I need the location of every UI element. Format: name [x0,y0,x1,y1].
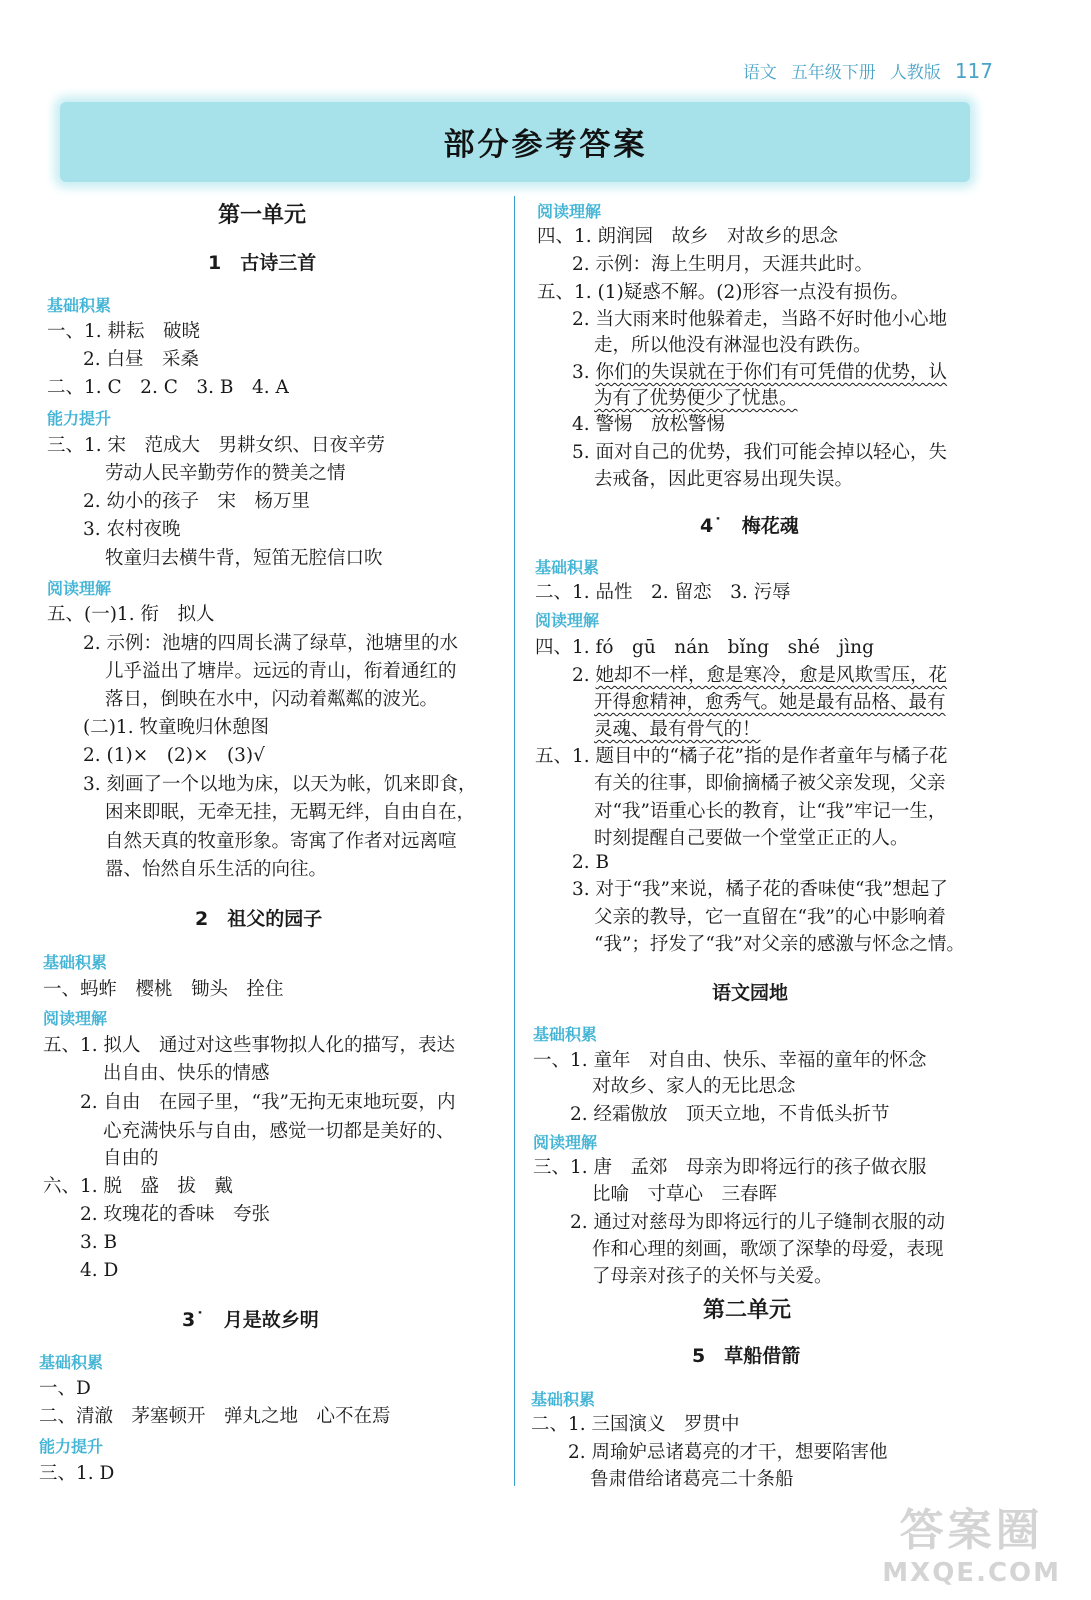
watermark [882,1494,1061,1588]
section-tag: 基础积累 [535,558,600,577]
answer-line: 六、1. 脱 盛 拔 戴 [43,1176,234,1197]
answer-line: 2. 幼小的孩子 宋 杨万里 [83,491,311,512]
answer-line: 儿乎溢出了塘岸。远远的青山，衔着通红的 [105,661,457,682]
answer-line: 三、1. 宋 范成大 男耕女织、日夜辛劳 [47,435,386,456]
answer-line: 落日，倒映在水中，闪动着粼粼的波光。 [105,689,439,710]
answer-line: 父亲的教导，它一直留在“我”的心中影响着 [594,907,946,928]
answer-line: 有关的往事，即偷摘橘子被父亲发现，父亲 [594,773,946,794]
answer-line: 五、1. (1)疑惑不解。(2)形容一点没有损伤。 [537,282,909,303]
answer-line: 2. 通过对慈母为即将远行的儿子缝制衣服的动 [570,1212,946,1233]
header-subject: 语文 [742,63,777,83]
answer-line: 2. 玫瑰花的香味 夸张 [80,1204,271,1225]
page-header [743,58,993,83]
section-tag: 基础积累 [533,1025,598,1044]
section-heading: 语文园地 [712,982,789,1004]
answer-line: 3. 刻画了一个以地为床，以天为帐，饥来即食， [83,774,477,795]
answer-line: 2. (1)× (2)× (3)√ [83,745,265,766]
underlined-answer: 为有了优势便少了忧患。 [594,388,798,409]
lesson-heading: 3˙ 月是故乡明 [182,1309,319,1331]
item-number: 2. [572,665,596,686]
answer-line [572,664,947,688]
answer-line: 五、1. 拟人 通过对这些事物拟人化的描写，表达 [43,1035,456,1056]
answer-line: 2. 示例：池塘的四周长满了绿草，池塘里的水 [83,633,459,654]
answer-line: 二、1. 品性 2. 留恋 3. 污辱 [535,582,791,603]
section-tag: 基础积累 [43,953,108,972]
answer-line: (二)1. 牧童晚归休憩图 [83,717,269,738]
underlined-answer: 开得愈精神，愈秀气。她是最有品格、最有 [594,692,946,713]
answer-line: 三、1. 唐 孟郊 母亲为即将远行的孩子做衣服 [533,1157,927,1178]
answer-line: 3. B [80,1232,118,1253]
section-tag: 能力提升 [47,409,112,428]
answer-line: 2. 经霜傲放 顶天立地，不肯低头折节 [570,1104,890,1125]
answer-line: 5. 面对自己的优势，我们可能会掉以轻心，失 [572,442,948,463]
watermark-logo-text: 答案圈 [899,1505,1044,1556]
section-tag: 基础积累 [531,1390,596,1409]
answer-line: 出自由、快乐的情感 [103,1063,270,1084]
answer-line: 了母亲对孩子的关怀与关爱。 [592,1266,833,1287]
answer-line: 二、1. 三国演义 罗贯中 [531,1414,740,1435]
answer-line: 二、1. C 2. C 3. B 4. A [47,377,289,398]
answer-line: 走，所以他没有淋湿也没有跌伤。 [594,335,872,356]
answer-line: 2. 示例：海上生明月，天涯共此时。 [572,254,874,275]
lesson-heading: 5 草船借箭 [692,1345,801,1367]
underlined-answer: 她却不一样，愈是寒冷，愈是风欺雪压，花 [595,665,948,686]
unit-heading: 第一单元 [218,203,307,228]
answer-line: 一、蚂蚱 樱桃 锄头 拴住 [43,979,284,1000]
section-tag: 基础积累 [39,1353,104,1372]
section-tag: 基础积累 [47,296,112,315]
answer-line: 2. 当大雨来时他躲着走，当路不好时他小心地 [572,309,948,330]
underlined-answer: 你们的失误就在于你们有可凭借的优势，认 [595,362,948,383]
answer-line: 牧童归去横牛背，短笛无腔信口吹 [105,548,383,569]
answer-line: 对“我”语重心长的教育，让“我”牢记一生， [594,801,947,822]
answer-line [572,361,947,385]
underlined-answer: 灵魂、最有骨气的！ [594,719,761,740]
answer-line: 心充满快乐与自由，感觉一切都是美好的、 [103,1121,455,1142]
answer-line: 3. 农村夜晚 [83,519,181,540]
unit-heading: 第二单元 [703,1298,792,1323]
page-number: 117 [954,59,993,83]
lesson-heading: 1 古诗三首 [208,252,317,274]
lesson-heading: 2 祖父的园子 [195,908,323,930]
section-tag: 阅读理解 [47,579,112,598]
section-tag: 阅读理解 [537,202,602,221]
answer-line: 比喻 寸草心 三春晖 [592,1184,778,1205]
answer-line: 2. 白昼 采桑 [83,349,200,370]
lesson-heading: 4˙ 梅花魂 [700,515,799,537]
answer-line: 五、1. 题目中的“橘子花”指的是作者童年与橘子花 [535,746,948,767]
section-tag: 阅读理解 [43,1009,108,1028]
answer-line: 一、1. 耕耘 破晓 [47,321,201,342]
section-tag: 阅读理解 [535,611,600,630]
answer-line: 一、D [39,1378,91,1399]
answer-line: 2. 周瑜妒忌诸葛亮的才干，想要陷害他 [568,1442,888,1463]
answer-line: 困来即眠，无牵无挂，无羁无绊，自由自在， [105,802,476,823]
answer-line: 一、1. 童年 对自由、快乐、幸福的童年的怀念 [533,1050,927,1071]
answer-line [594,387,798,411]
answer-line: 自由的 [103,1148,159,1169]
answer-line: 去戒备，因此更容易出现失误。 [594,469,854,490]
answer-line: 二、清澈 茅塞顿开 弹丸之地 心不在焉 [39,1406,391,1427]
answer-line: 自然天真的牧童形象。寄寓了作者对远离喧 [105,831,457,852]
answer-line: 劳动人民辛勤劳作的赞美之情 [105,463,346,484]
section-tag: 能力提升 [39,1437,104,1456]
answer-line: 2. B [572,852,610,873]
answer-line: 4. D [80,1260,119,1281]
header-grade: 五年级下册 [790,63,876,83]
answer-line: 四、1. 朗润园 故乡 对故乡的思念 [537,226,839,247]
header-edition: 人教版 [889,63,941,83]
section-tag: 阅读理解 [533,1133,598,1152]
watermark-url: MXQE.COM [882,1558,1061,1588]
answer-line: 3. 对于“我”来说，橘子花的香味使“我”想起了 [572,879,948,900]
item-number: 3. [572,362,596,383]
answer-line: 四、1. fó gū nán bǐng shé jìng [535,637,874,658]
answer-line: 鲁肃借给诸葛亮二十条船 [590,1469,794,1490]
answer-line: 嚣、怡然自乐生活的向往。 [105,859,328,880]
answer-line: 4. 警惕 放松警惕 [572,414,726,435]
answer-line: 五、(一)1. 衔 拟人 [47,604,215,625]
answer-line: 对故乡、家人的无比思念 [592,1076,796,1097]
column-divider [514,196,515,1486]
answer-line: 作和心理的刻画，歌颂了深挚的母爱，表现 [592,1239,944,1260]
answer-line: 三、1. D [39,1463,115,1484]
page-title: 部分参考答案 [443,127,648,163]
answer-line: 时刻提醒自己要做一个堂堂正正的人。 [594,828,909,849]
answer-line [594,691,946,715]
answer-line [594,718,761,742]
answer-line: 2. 自由 在园子里，“我”无拘无束地玩耍，内 [80,1092,456,1113]
answer-line: “我”；抒发了“我”对父亲的感激与怀念之情。 [594,934,965,955]
